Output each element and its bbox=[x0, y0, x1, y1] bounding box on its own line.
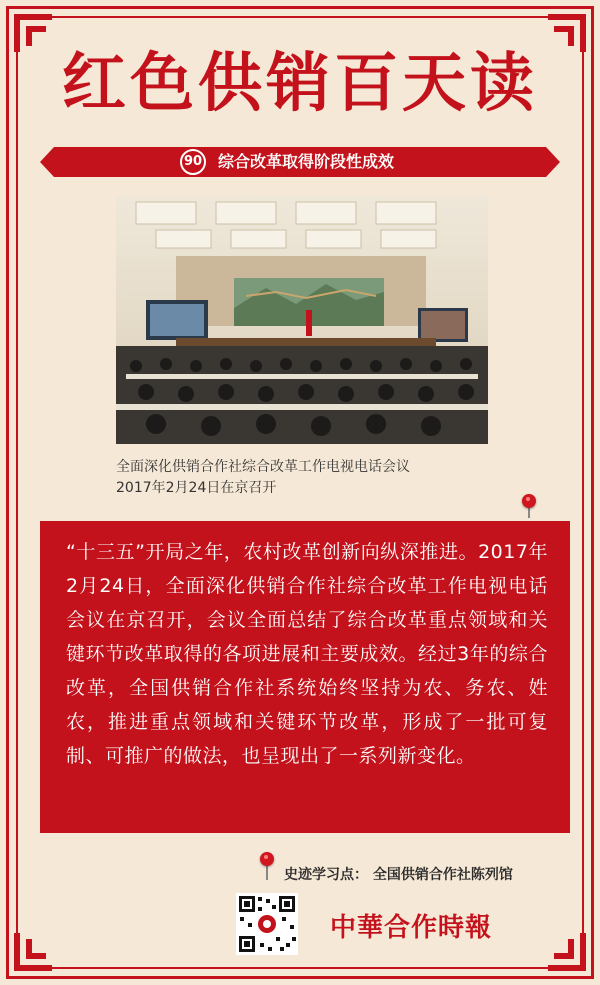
episode-heading: 综合改革取得阶段性成效 bbox=[218, 152, 395, 171]
photo-caption bbox=[116, 457, 516, 499]
pushpin-icon bbox=[522, 494, 536, 508]
conference-photo bbox=[116, 196, 488, 444]
study-label: 史迹学习点： bbox=[284, 867, 368, 883]
newspaper-logo: 中華合作時報 bbox=[330, 913, 493, 943]
episode-number-badge: 90 bbox=[180, 149, 206, 175]
episode-ribbon bbox=[40, 147, 560, 177]
caption-line-2: 2017年2月24日在京召开 bbox=[116, 480, 277, 496]
caption-line-1: 全面深化供销合作社综合改革工作电视电话会议 bbox=[116, 459, 410, 475]
corner-ornament-bottom-right bbox=[544, 929, 590, 975]
corner-ornament-bottom-left bbox=[10, 929, 56, 975]
study-location bbox=[284, 864, 513, 884]
study-place: 全国供销合作社陈列馆 bbox=[372, 867, 513, 883]
body-text-panel bbox=[40, 521, 570, 833]
location-pin-icon bbox=[260, 852, 274, 866]
page-title: 红色供销百天读 bbox=[62, 46, 538, 121]
body-text: “十三五”开局之年，农村改革创新向纵深推进。2017年2月24日，全面深化供销合作社综合改革工作电视电话会议在京召开，会议全面总结了综合改革重点领域和关键环节改革取得的各项进展和主要成效。经过3年的综合改革，全国供销合作社系统始终坚持为农、务农、姓农，推进重点领域和关键环节改革，形成了一批可复制、可推广的做法，也呈现出了一系列新变化。 bbox=[66, 541, 548, 767]
qr-code[interactable] bbox=[236, 893, 298, 955]
